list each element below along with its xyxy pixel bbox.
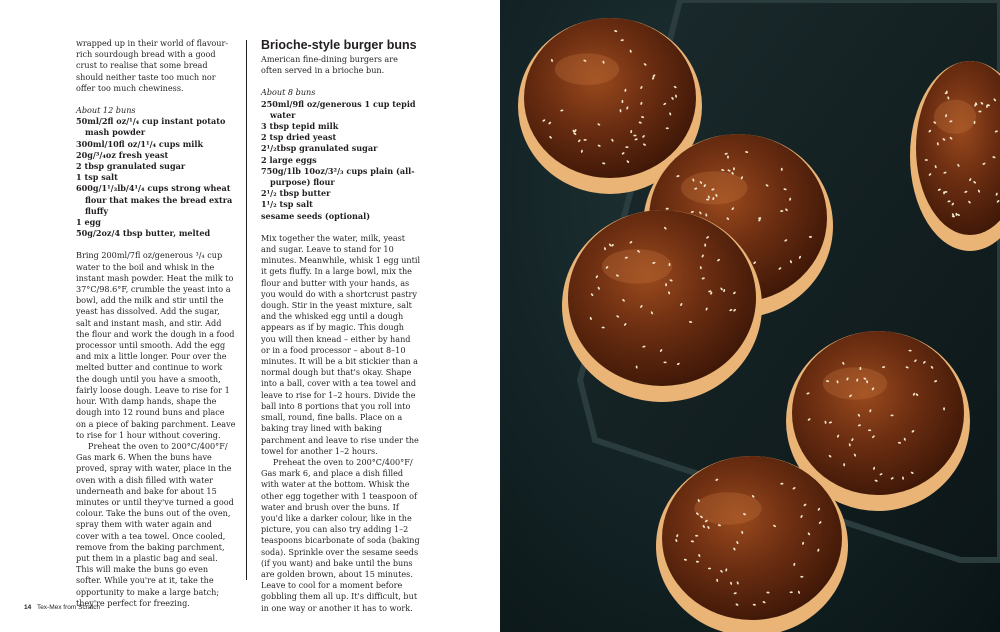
left-yield: About 12 buns <box>76 105 136 116</box>
right-ingredient: 750g/1lb 10oz/3²/₃ cups plain (all-purpose) flour <box>261 165 415 188</box>
right-intro-text: American fine-dining burgers are often served in a brioche bun. <box>261 54 398 76</box>
burger-buns-photo <box>500 0 1000 632</box>
column-divider <box>246 40 247 580</box>
left-method <box>76 250 236 609</box>
right-ingredient: sesame seeds (optional) <box>261 210 371 221</box>
right-ingredient: 2¹/₂tbsp granulated sugar <box>261 143 378 154</box>
page-footer <box>24 604 100 611</box>
left-ingredient: 600g/1¹/₃lb/4¹/₄ cups strong wheat flour that makes the bread extra fluffy <box>76 183 233 216</box>
left-ingredient: 2 tbsp granulated sugar <box>76 161 186 172</box>
right-ingredient: 2¹/₂ tbsp butter <box>261 188 331 199</box>
left-ingredient: 50g/2oz/4 tbsp butter, melted <box>76 228 211 239</box>
right-yield: About 8 buns <box>261 87 316 98</box>
left-ingredient: 1 tsp salt <box>76 172 118 183</box>
left-method-paragraph-1: Bring 200ml/7fl oz/generous ³/₄ cup water to the boil and whisk in the instant mash powder. Heat the milk to 37°C/98.6°F, crumble the yeast into a bowl, add the milk and stir until the yeast has dissolved. Add the sugar, salt and instant mash, and stir. Add the flour and work the dough in a food processor until smooth. Add the egg and mix a little longer. Pour over the melted butter and continue to work the dough until you have a smooth, fairly loose dough. Leave to rise for 1 hour. With damp hands, shape the dough into 12 round buns and place on a piece of baking parchment. Leave to rise for 1 hour without covering. <box>76 250 236 440</box>
book-title: Tex-Mex from Scratch <box>36 604 101 611</box>
burger-bun <box>562 210 762 402</box>
right-ingredient: 2 tsp dried yeast <box>261 132 337 143</box>
left-intro-text: wrapped up in their world of flavour-rich sourdough bread with a good crust to realise that some bread should neither taste too much nor offer too much chewiness. <box>76 38 229 93</box>
page-number: 14 <box>24 604 32 611</box>
recipe-title: Brioche-style burger buns <box>261 38 417 52</box>
left-ingredient: 300ml/10fl oz/1¹/₄ cups milk <box>76 138 204 149</box>
right-ingredient: 3 tbsp tepid milk <box>261 121 339 132</box>
buns-on-tray-illustration <box>500 0 1000 632</box>
right-method-paragraph-2: Preheat the oven to 200°C/400°F/ Gas mark 6, and place a dish filled with water at the bottom. Whisk the other egg together with 1 teaspoon of water and brush over the buns. If you'd like a darker colour, like in the picture, you can also try adding 1–2 teaspoons bicarbonate of soda (baking soda). Sprinkle over the sesame seeds (if you want) and bake until the buns are golden brown, about 15 minutes. Leave to cool for a moment before gobbling them all up. It's difficult, but in one way or another it has to work. <box>261 456 420 613</box>
right-ingredient: 250ml/9fl oz/generous 1 cup tepid water <box>261 98 416 120</box>
right-ingredient-list <box>261 99 421 222</box>
right-method <box>261 233 421 614</box>
left-column <box>76 38 236 609</box>
left-ingredient: 1 egg <box>76 217 101 228</box>
right-column <box>261 38 421 614</box>
left-method-paragraph-2: Preheat the oven to 200°C/400°F/ Gas mark 6. When the buns have proved, spray with water, place in the oven with a dish filled with water underneath and bake for about 15 minutes or until they've turned a good colour. Take the buns out of the oven, spray them with water again and cover with a tea towel. Once cooled, remove from the baking parchment, put them in a plastic bag and seal. This will make the buns go even softer. While you're at it, take the opportunity to make a large batch; they're perfect for freezing. <box>76 440 234 608</box>
left-ingredient: 20g/³/₄oz fresh yeast <box>76 149 169 160</box>
left-ingredient-list <box>76 116 236 239</box>
right-ingredient: 2 large eggs <box>261 154 317 165</box>
burger-bun <box>656 456 848 632</box>
right-method-paragraph-1: Mix together the water, milk, yeast and sugar. Leave to stand for 10 minutes. Meanwhile, whisk 1 egg until it gets fluffy. In a large bowl, mix the flour and butter with your hands, as you would do with a shortcrust pastry dough. Stir in the yeast mixture, salt and the whisked egg until a dough appears as if by magic. This dough you will then knead – either by hand or in a food processor – about 8–10 minutes. It will be a bit stickier than a normal dough but that's okay. Shape into a ball, cover with a tea towel and leave to rise for 1–2 hours. Divide the ball into 8 portions that you roll into small, round, fine balls. Place on a baking tray lined with baking parchment and leave to rise under the towel for another 1–2 hours. <box>261 232 421 456</box>
left-intro <box>76 38 236 94</box>
left-ingredient: 50ml/2fl oz/¹/₄ cup instant potato mash powder <box>76 116 226 138</box>
right-ingredient: 1¹/₂ tsp salt <box>261 199 313 210</box>
